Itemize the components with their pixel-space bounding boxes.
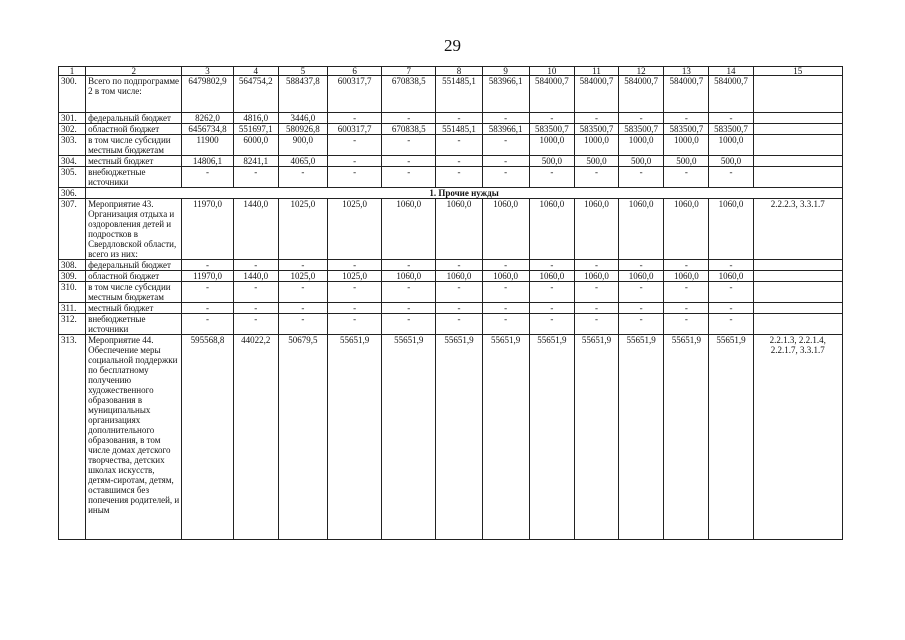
budget-table [58, 66, 843, 540]
row-number: 301. [59, 113, 86, 124]
row-name: областной бюджет [86, 124, 182, 135]
row-number: 304. [59, 156, 86, 167]
table-row [59, 135, 843, 156]
value-cell: 11970,0 [182, 271, 233, 282]
value-cell: 551697,1 [233, 124, 278, 135]
table-row [59, 314, 843, 335]
reference-cell [753, 314, 842, 335]
value-cell: 6000,0 [233, 135, 278, 156]
value-cell: 1000,0 [709, 135, 753, 156]
value-cell: 1060,0 [382, 199, 436, 260]
value-cell: 564754,2 [233, 76, 278, 113]
value-cell: - [328, 303, 382, 314]
column-header: 15 [753, 67, 842, 76]
row-number: 313. [59, 335, 86, 540]
column-header: 12 [619, 67, 664, 76]
reference-cell [753, 156, 842, 167]
value-cell: - [709, 282, 753, 303]
value-cell: 500,0 [664, 156, 709, 167]
value-cell: 1060,0 [529, 271, 574, 282]
value-cell: - [574, 113, 618, 124]
value-cell: - [482, 303, 529, 314]
row-number: 308. [59, 260, 86, 271]
row-number: 312. [59, 314, 86, 335]
value-cell: 551485,1 [436, 124, 482, 135]
value-cell: 584000,7 [709, 76, 753, 113]
value-cell: 670838,5 [382, 124, 436, 135]
row-name: федеральный бюджет [86, 260, 182, 271]
value-cell: - [574, 314, 618, 335]
value-cell: - [619, 314, 664, 335]
column-header: 9 [482, 67, 529, 76]
value-cell: 1060,0 [574, 199, 618, 260]
value-cell: 900,0 [278, 135, 327, 156]
value-cell: 584000,7 [574, 76, 618, 113]
value-cell: 1060,0 [574, 271, 618, 282]
reference-cell [753, 113, 842, 124]
table-row [59, 303, 843, 314]
row-name: федеральный бюджет [86, 113, 182, 124]
value-cell: - [382, 135, 436, 156]
value-cell: - [182, 282, 233, 303]
row-number: 309. [59, 271, 86, 282]
value-cell: 55651,9 [436, 335, 482, 540]
value-cell: - [664, 282, 709, 303]
value-cell: 14806,1 [182, 156, 233, 167]
value-cell: - [382, 282, 436, 303]
value-cell: - [382, 113, 436, 124]
value-cell: - [482, 314, 529, 335]
section-title: 1. Прочие нужды [86, 188, 843, 199]
row-number: 306. [59, 188, 86, 199]
value-cell: - [482, 156, 529, 167]
table-row [59, 199, 843, 260]
value-cell: 583500,7 [619, 124, 664, 135]
row-name: Мероприятие 44. Обеспечение меры социальной поддержки по бесплатному получению художественного образования в муниципальных организациях дополнительного образования, в том числе домах детского творчества, детских школах искусств, детям-сиротам, детям, оставшимся без попечения родителей, и иным [86, 335, 182, 540]
value-cell: - [278, 303, 327, 314]
value-cell: - [482, 135, 529, 156]
value-cell: - [664, 260, 709, 271]
reference-cell [753, 303, 842, 314]
reference-cell [753, 167, 842, 188]
value-cell: 583966,1 [482, 76, 529, 113]
page-number: 29 [444, 36, 461, 55]
column-header: 11 [574, 67, 618, 76]
value-cell: 588437,8 [278, 76, 327, 113]
value-cell: - [574, 260, 618, 271]
value-cell: - [233, 260, 278, 271]
table-row [59, 113, 843, 124]
value-cell: - [619, 303, 664, 314]
value-cell: - [529, 282, 574, 303]
value-cell: - [382, 167, 436, 188]
value-cell: 600317,7 [328, 124, 382, 135]
value-cell: - [382, 260, 436, 271]
reference-cell [753, 135, 842, 156]
value-cell: - [529, 260, 574, 271]
value-cell: - [328, 135, 382, 156]
value-cell: - [709, 260, 753, 271]
value-cell: - [709, 113, 753, 124]
value-cell: - [482, 282, 529, 303]
row-name: местный бюджет [86, 156, 182, 167]
table-row [59, 271, 843, 282]
value-cell: - [328, 314, 382, 335]
value-cell: 1025,0 [278, 199, 327, 260]
column-header: 8 [436, 67, 482, 76]
value-cell: 1000,0 [574, 135, 618, 156]
value-cell: 500,0 [574, 156, 618, 167]
value-cell: - [278, 282, 327, 303]
row-number: 305. [59, 167, 86, 188]
value-cell: 1440,0 [233, 271, 278, 282]
row-number: 303. [59, 135, 86, 156]
row-name: местный бюджет [86, 303, 182, 314]
value-cell: 500,0 [619, 156, 664, 167]
value-cell: 55651,9 [482, 335, 529, 540]
row-name: Мероприятие 43. Организация отдыха и оздоровления детей и подростков в Свердловской области, всего из них: [86, 199, 182, 260]
value-cell: 500,0 [709, 156, 753, 167]
value-cell: 1060,0 [482, 271, 529, 282]
reference-cell [753, 282, 842, 303]
row-number: 307. [59, 199, 86, 260]
reference-cell [753, 76, 842, 113]
value-cell: - [664, 303, 709, 314]
value-cell: - [482, 113, 529, 124]
value-cell: - [529, 303, 574, 314]
value-cell: - [482, 167, 529, 188]
value-cell: 11970,0 [182, 199, 233, 260]
column-header: 10 [529, 67, 574, 76]
value-cell: - [529, 113, 574, 124]
reference-cell: 2.2.1.3, 2.2.1.4, 2.2.1.7, 3.3.1.7 [753, 335, 842, 540]
value-cell: 1000,0 [664, 135, 709, 156]
value-cell: - [664, 113, 709, 124]
value-cell: 1025,0 [328, 199, 382, 260]
value-cell: 1060,0 [482, 199, 529, 260]
value-cell: 583500,7 [529, 124, 574, 135]
value-cell: - [664, 167, 709, 188]
table-row [59, 76, 843, 113]
value-cell: 55651,9 [619, 335, 664, 540]
value-cell: 1060,0 [664, 271, 709, 282]
value-cell: - [233, 167, 278, 188]
value-cell: - [436, 303, 482, 314]
value-cell: - [664, 314, 709, 335]
value-cell: - [529, 167, 574, 188]
value-cell: - [436, 282, 482, 303]
value-cell: - [328, 113, 382, 124]
value-cell: 583966,1 [482, 124, 529, 135]
value-cell: 55651,9 [709, 335, 753, 540]
value-cell: 55651,9 [664, 335, 709, 540]
value-cell: 1025,0 [328, 271, 382, 282]
value-cell: 600317,7 [328, 76, 382, 113]
column-header: 3 [182, 67, 233, 76]
row-number: 302. [59, 124, 86, 135]
table-row [59, 282, 843, 303]
row-name: областной бюджет [86, 271, 182, 282]
table-row [59, 124, 843, 135]
value-cell: 584000,7 [529, 76, 574, 113]
row-number: 300. [59, 76, 86, 113]
value-cell: - [278, 314, 327, 335]
value-cell: 55651,9 [529, 335, 574, 540]
row-name: в том числе субсидии местным бюджетам [86, 135, 182, 156]
value-cell: - [328, 260, 382, 271]
row-number: 311. [59, 303, 86, 314]
value-cell: 4065,0 [278, 156, 327, 167]
table-row [59, 167, 843, 188]
value-cell: 584000,7 [619, 76, 664, 113]
value-cell: 55651,9 [574, 335, 618, 540]
value-cell: 11900 [182, 135, 233, 156]
value-cell: - [436, 314, 482, 335]
value-cell: - [436, 113, 482, 124]
reference-cell [753, 271, 842, 282]
value-cell: - [709, 303, 753, 314]
row-number: 310. [59, 282, 86, 303]
value-cell: 55651,9 [328, 335, 382, 540]
value-cell: 6479802,9 [182, 76, 233, 113]
value-cell: - [529, 314, 574, 335]
value-cell: - [382, 303, 436, 314]
value-cell: 3446,0 [278, 113, 327, 124]
value-cell: - [574, 282, 618, 303]
column-header: 7 [382, 67, 436, 76]
value-cell: - [709, 167, 753, 188]
reference-cell [753, 260, 842, 271]
row-name: Всего по подпрограмме 2 в том числе: [86, 76, 182, 113]
value-cell: 1060,0 [436, 199, 482, 260]
value-cell: - [619, 260, 664, 271]
value-cell: 583500,7 [664, 124, 709, 135]
value-cell: - [382, 156, 436, 167]
value-cell: - [482, 260, 529, 271]
value-cell: 44022,2 [233, 335, 278, 540]
value-cell: - [233, 282, 278, 303]
value-cell: - [233, 314, 278, 335]
reference-cell: 2.2.2.3, 3.3.1.7 [753, 199, 842, 260]
value-cell: 551485,1 [436, 76, 482, 113]
column-header: 6 [328, 67, 382, 76]
value-cell: 580926,8 [278, 124, 327, 135]
value-cell: 4816,0 [233, 113, 278, 124]
row-name: в том числе субсидии местным бюджетам [86, 282, 182, 303]
value-cell: - [619, 113, 664, 124]
column-header: 13 [664, 67, 709, 76]
column-header: 4 [233, 67, 278, 76]
value-cell: 1060,0 [436, 271, 482, 282]
table-row [59, 335, 843, 540]
value-cell: - [619, 167, 664, 188]
value-cell: - [182, 260, 233, 271]
value-cell: 1000,0 [529, 135, 574, 156]
value-cell: 584000,7 [664, 76, 709, 113]
value-cell: - [182, 303, 233, 314]
value-cell: - [436, 156, 482, 167]
value-cell: 55651,9 [382, 335, 436, 540]
value-cell: - [436, 260, 482, 271]
value-cell: - [278, 260, 327, 271]
value-cell: 670838,5 [382, 76, 436, 113]
table-row [59, 260, 843, 271]
value-cell: - [328, 282, 382, 303]
value-cell: - [182, 314, 233, 335]
header-row [59, 67, 843, 76]
section-row [59, 188, 843, 199]
value-cell: 1060,0 [709, 199, 753, 260]
value-cell: - [382, 314, 436, 335]
column-header: 1 [59, 67, 86, 76]
value-cell: 595568,8 [182, 335, 233, 540]
column-header: 5 [278, 67, 327, 76]
value-cell: 1060,0 [664, 199, 709, 260]
value-cell: 583500,7 [574, 124, 618, 135]
value-cell: 50679,5 [278, 335, 327, 540]
value-cell: 1060,0 [619, 271, 664, 282]
value-cell: 1060,0 [382, 271, 436, 282]
value-cell: 583500,7 [709, 124, 753, 135]
value-cell: - [619, 282, 664, 303]
value-cell: - [278, 167, 327, 188]
value-cell: 1060,0 [709, 271, 753, 282]
reference-cell [753, 124, 842, 135]
value-cell: 1440,0 [233, 199, 278, 260]
column-header: 2 [86, 67, 182, 76]
value-cell: - [574, 167, 618, 188]
value-cell: 8241,1 [233, 156, 278, 167]
value-cell: - [328, 167, 382, 188]
value-cell: - [436, 135, 482, 156]
value-cell: 6456734,8 [182, 124, 233, 135]
value-cell: 1025,0 [278, 271, 327, 282]
table-row [59, 156, 843, 167]
value-cell: 500,0 [529, 156, 574, 167]
value-cell: - [709, 314, 753, 335]
value-cell: - [574, 303, 618, 314]
value-cell: 8262,0 [182, 113, 233, 124]
value-cell: - [182, 167, 233, 188]
value-cell: 1000,0 [619, 135, 664, 156]
column-header: 14 [709, 67, 753, 76]
value-cell: - [436, 167, 482, 188]
row-name: внебюджетные источники [86, 167, 182, 188]
value-cell: - [233, 303, 278, 314]
value-cell: 1060,0 [619, 199, 664, 260]
value-cell: - [328, 156, 382, 167]
row-name: внебюджетные источники [86, 314, 182, 335]
value-cell: 1060,0 [529, 199, 574, 260]
